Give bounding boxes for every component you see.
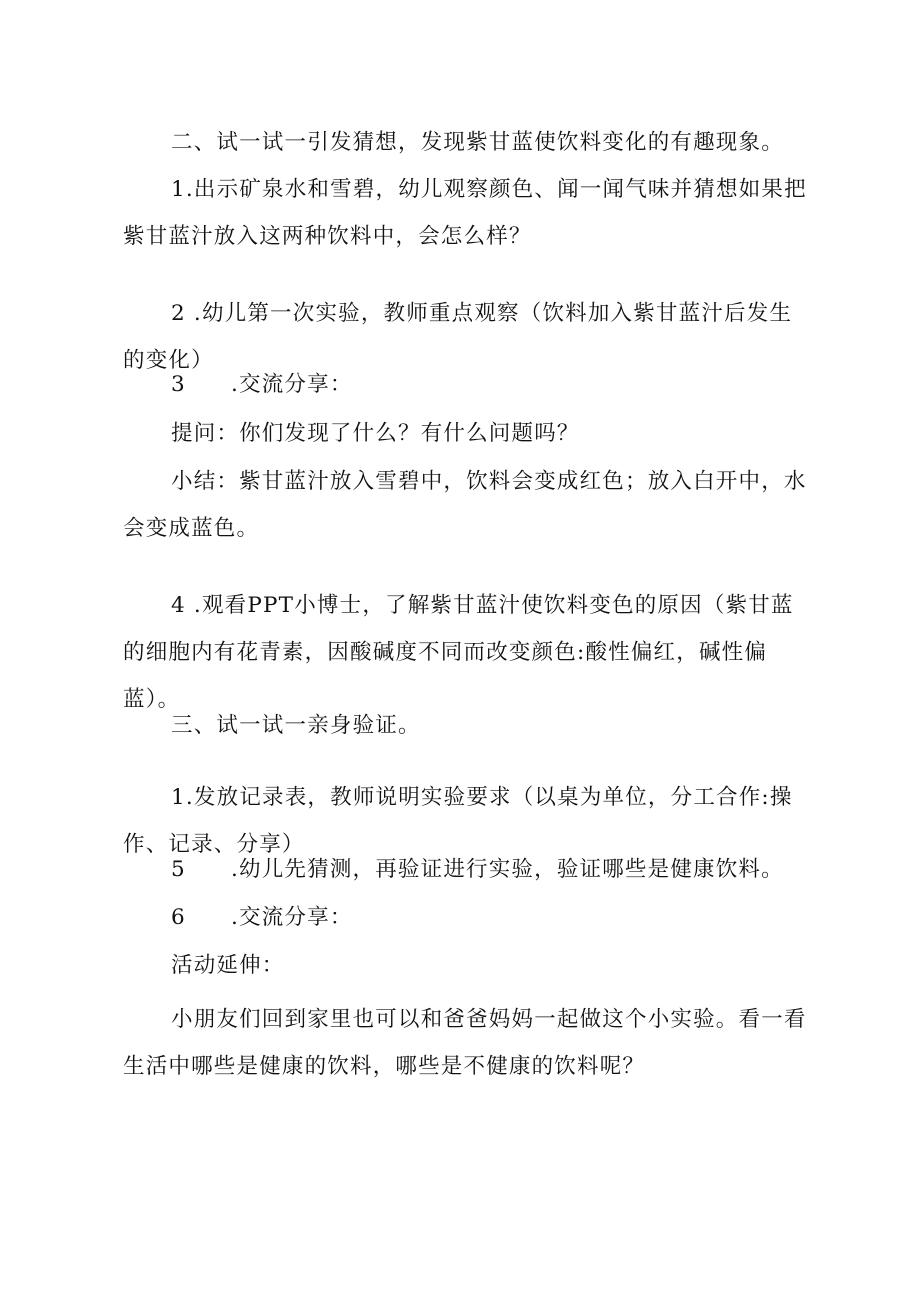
section3-item1: 1.发放记录表，教师说明实验要求（以桌为单位，分工合作:操作、记录、分享） — [123, 785, 793, 857]
item6-number: 6 — [171, 905, 186, 930]
item3-number: 3 — [171, 372, 186, 397]
question-line: 提问：你们发现了什么？有什么问题吗？ — [171, 421, 580, 446]
item6-text: .交流分享： — [231, 905, 353, 930]
section2-item4: 4 .观看PPT小博士，了解紫甘蓝汁使饮料变色的原因（紫甘蓝的细胞内有花青素，因酸碱度不同而改变颜色:酸性偏红，碱性偏蓝）。 — [123, 593, 794, 712]
section2-item2: 2 .幼儿第一次实验，教师重点观察（饮料加入紫甘蓝汁后发生的变化） — [123, 301, 793, 373]
section3-item5 — [171, 846, 784, 893]
item5-text: .幼儿先猜测，再验证进行实验，验证哪些是健康饮料。 — [231, 857, 784, 882]
section2-heading: 二、试一试一引发猜想，发现紫甘蓝使饮料变化的有趣现象。 — [171, 130, 784, 155]
section2-item1: 1.出示矿泉水和雪碧，幼儿观察颜色、闻一闻气味并猜想如果把紫甘蓝汁放入这两种饮料中，会怎么样？ — [123, 177, 807, 249]
extension-paragraph: 小朋友们回到家里也可以和爸爸妈妈一起做这个小实验。看一看生活中哪些是健康的饮料，哪些是不健康的饮料呢？ — [123, 1007, 807, 1079]
summary-paragraph: 小结：紫甘蓝汁放入雪碧中，饮料会变成红色；放入白开中，水会变成蓝色。 — [123, 469, 807, 541]
extension-heading: 活动延伸： — [171, 953, 285, 978]
section3-heading: 三、试一试一亲身验证。 — [171, 713, 421, 738]
item3-text: .交流分享： — [231, 372, 353, 397]
section3-item6 — [171, 894, 353, 941]
item5-number: 5 — [171, 857, 186, 882]
section2-item3 — [171, 361, 353, 408]
